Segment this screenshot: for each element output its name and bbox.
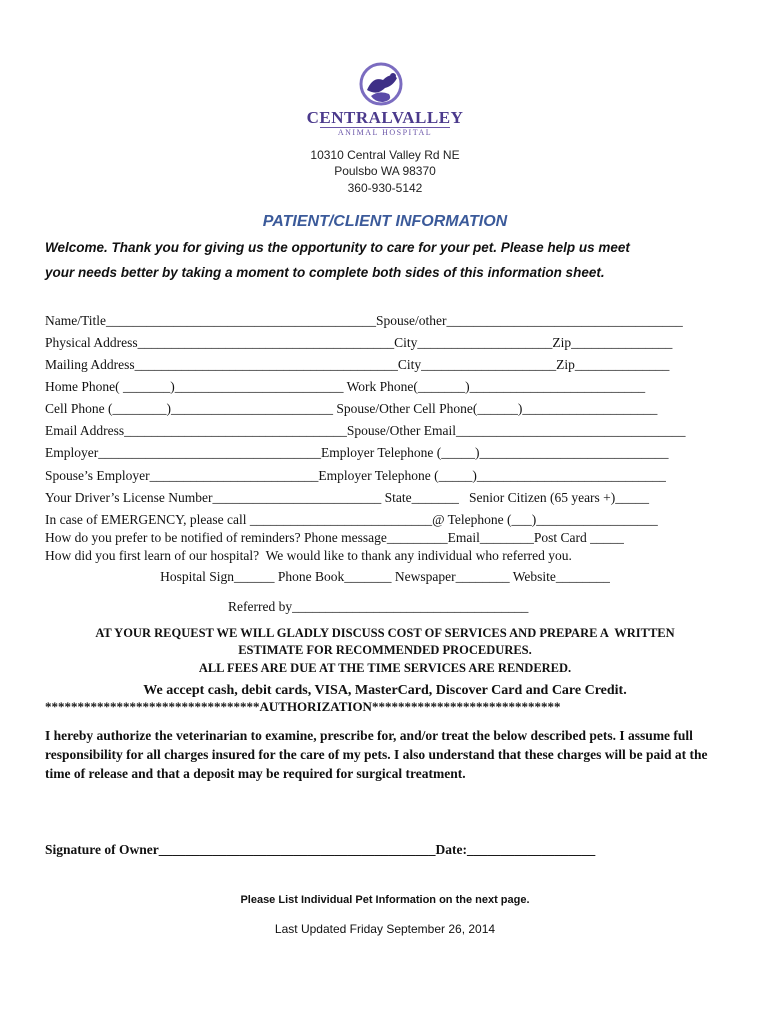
referral-question: How did you first learn of our hospital? We would like to thank any individual who referred you. [45, 548, 572, 563]
referred-by-field-line[interactable]: Referred by___________________________________ [228, 599, 529, 614]
pet-silhouette-icon [353, 62, 409, 110]
hospital-logo [290, 62, 480, 140]
employer-field-line[interactable]: Employer_________________________________Employer Telephone (_____)____________________________ [45, 445, 669, 460]
address-street: 10310 Central Valley Rd NE [310, 148, 460, 162]
signature-date-line[interactable]: Signature of Owner_________________________________________Date:___________________ [45, 842, 596, 857]
physical-address-field-line[interactable]: Physical Address______________________________________City____________________Zip_______________ [45, 335, 673, 350]
home-phone-field-line[interactable]: Home Phone( _______)_________________________ Work Phone(_______)__________________________ [45, 379, 646, 394]
mailing-address-field-line[interactable]: Mailing Address_______________________________________City____________________Zip______________ [45, 357, 670, 372]
spouse-employer-field-line[interactable]: Spouse’s Employer_________________________Employer Telephone (_____)____________________________ [45, 468, 666, 483]
emergency-contact-field-line[interactable]: In case of EMERGENCY, please call ___________________________@ Telephone (___)__________________ [45, 512, 658, 527]
address-city: Poulsbo WA 98370 [334, 164, 436, 178]
name-field-line[interactable]: Name/Title________________________________________Spouse/other___________________________________ [45, 313, 683, 328]
logo-name: CENTRALVALLEY [306, 108, 464, 127]
drivers-license-field-line[interactable]: Your Driver’s License Number_________________________ State_______ Senior Citizen (65 years +)_____ [45, 490, 650, 505]
email-field-line[interactable]: Email Address_________________________________Spouse/Other Email__________________________________ [45, 423, 686, 438]
page-title: PATIENT/CLIENT INFORMATION [262, 213, 508, 230]
cost-notice-line-2: ESTIMATE FOR RECOMMENDED PROCEDURES. [238, 643, 532, 657]
cell-phone-field-line[interactable]: Cell Phone (________)________________________ Spouse/Other Cell Phone(______)____________________ [45, 401, 658, 416]
next-page-note: Please List Individual Pet Information on the next page. [240, 894, 530, 906]
address-phone: 360-930-5142 [347, 181, 423, 195]
reminder-preference-field-line[interactable]: How do you prefer to be notified of reminders? Phone message_________Email________Post Card _____ [45, 530, 624, 545]
fees-notice: ALL FEES ARE DUE AT THE TIME SERVICES ARE RENDERED. [198, 661, 572, 675]
payment-methods: We accept cash, debit cards, VISA, MasterCard, Discover Card and Care Credit. [143, 683, 627, 698]
last-updated: Last Updated Friday September 26, 2014 [274, 922, 496, 936]
referral-options-line[interactable]: Hospital Sign______ Phone Book_______ Newspaper________ Website________ [160, 569, 610, 584]
logo-subtitle: ANIMAL HOSPITAL [337, 128, 433, 137]
authorization-heading: *********************************AUTHORIZATION***************************** [45, 699, 561, 714]
cost-notice-line-1: AT YOUR REQUEST WE WILL GLADLY DISCUSS COST OF SERVICES AND PREPARE A WRITTEN [95, 626, 675, 640]
authorization-text: I hereby authorize the veterinarian to examine, prescribe for, and/or treat the below described pets. I assume full responsibility for all charges insured for the care of my pets. I also understand that these charges will be paid at the time of release and that a deposit may be required for surgical treatment. [45, 728, 708, 781]
welcome-line-2: your needs better by taking a moment to complete both sides of this information sheet. [45, 265, 605, 280]
welcome-line-1: Welcome. Thank you for giving us the opportunity to care for your pet. Please help us meet [45, 240, 630, 255]
